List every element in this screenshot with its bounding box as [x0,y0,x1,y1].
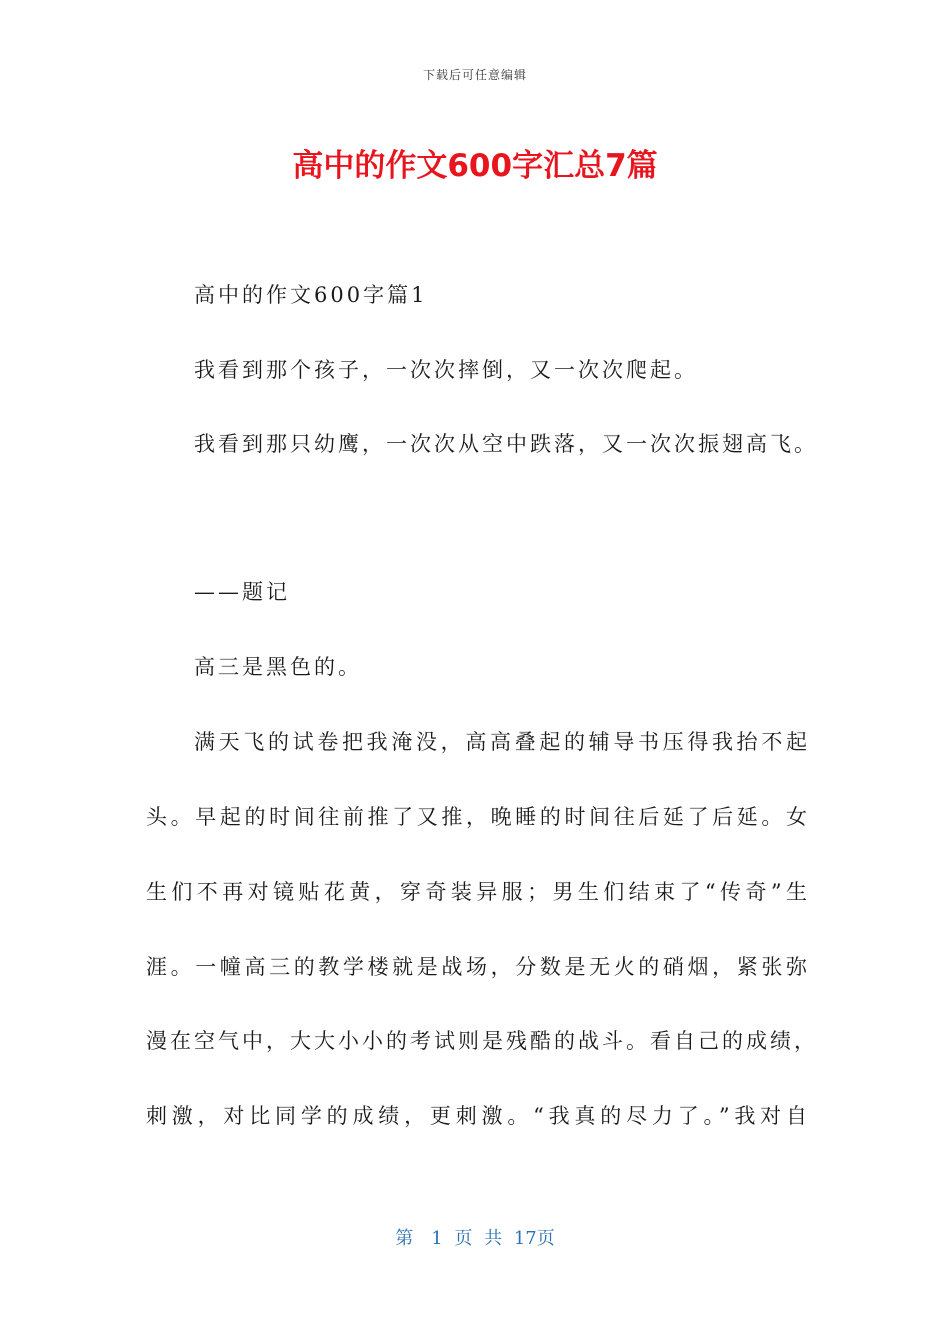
paragraph-line: 生们不再对镜贴花黄，穿奇装异服；男生们结束了“传奇”生 [146,880,810,904]
page-number-footer: 第 1 页 共 17页 [395,1228,555,1249]
paragraph-line: 我看到那个孩子，一次次摔倒，又一次次爬起。 [194,358,698,382]
paragraph-line: 头。早起的时间往前推了又推，晚睡的时间往后延了后延。女 [146,805,810,829]
paragraph-line: 满天飞的试卷把我淹没，高高叠起的辅导书压得我抬不起 [194,730,810,754]
epigraph-attribution: ——题记 [194,580,290,604]
paragraph-line: 高三是黑色的。 [194,655,362,679]
essay-subtitle: 高中的作文600字篇1 [194,283,428,307]
header-note: 下载后可任意编辑 [422,68,527,82]
paragraph-line: 刺激，对比同学的成绩，更刺激。“我真的尽力了。”我对自 [146,1104,810,1128]
document-title: 高中的作文600字汇总7篇 [292,148,658,184]
paragraph-line: 我看到那只幼鹰，一次次从空中跌落，又一次次振翅高飞。 [194,432,818,456]
paragraph-line: 漫在空气中，大大小小的考试则是残酷的战斗。看自己的成绩， [146,1029,818,1053]
paragraph-line: 涯。一幢高三的教学楼就是战场，分数是无火的硝烟，紧张弥 [146,955,810,979]
